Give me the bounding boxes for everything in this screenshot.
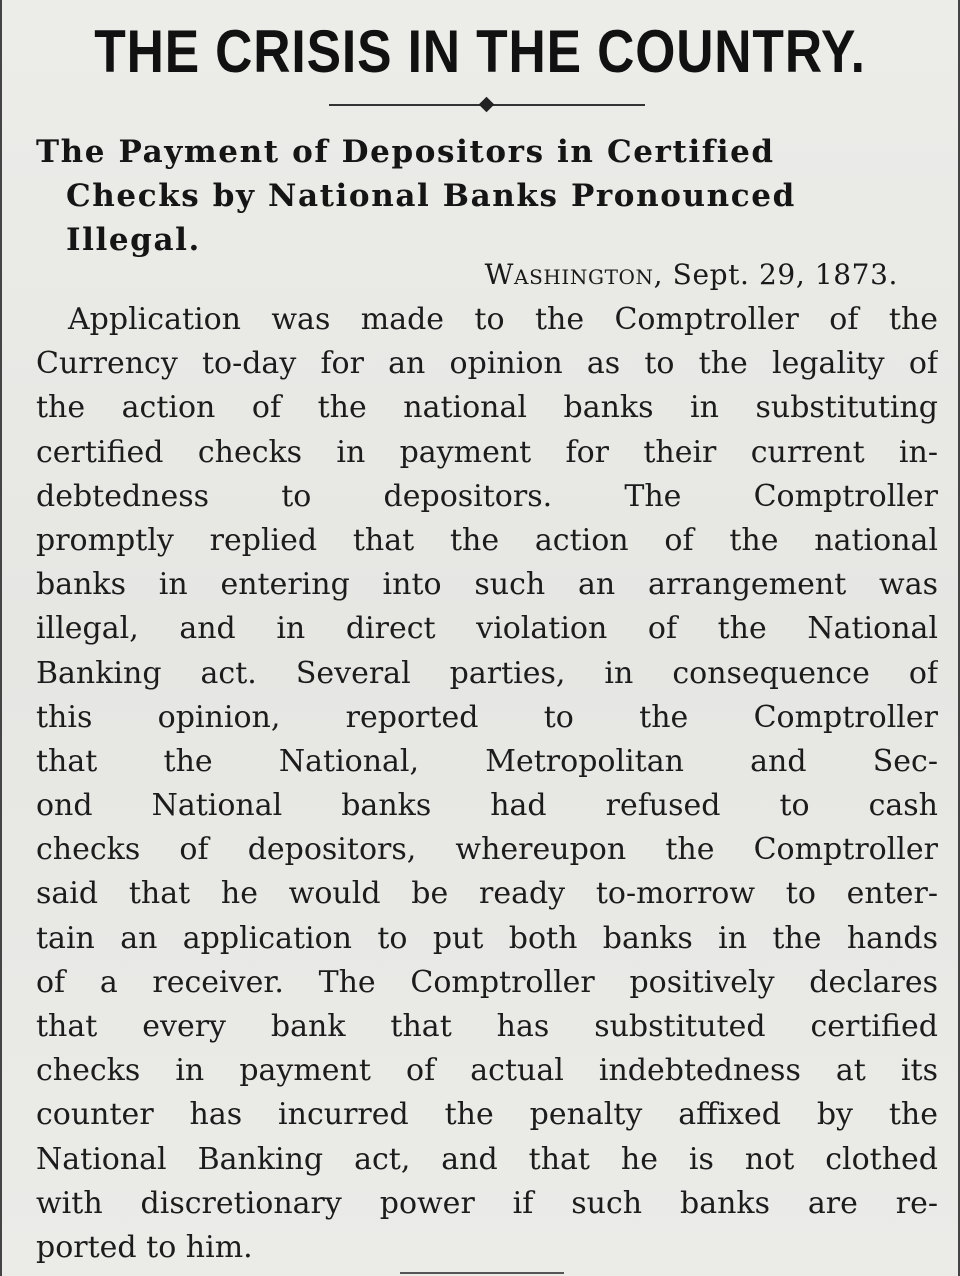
subhead-line: Illegal. <box>66 222 201 258</box>
headline: THE CRISIS IN THE COUNTRY. <box>94 18 866 85</box>
body-line: with discretionary power if such banks are re- <box>36 1185 938 1221</box>
subhead-line: Checks by National Banks Pronounced <box>66 178 796 214</box>
body-line: that every bank that has substituted certified <box>36 1009 938 1044</box>
body-line: checks of depositors, whereupon the Comptroller <box>36 832 938 868</box>
subhead-line: The Payment of Depositors in Certified <box>36 134 775 170</box>
body-line: of a receiver. The Comptroller positively declares <box>36 964 938 1000</box>
article-body <box>36 298 938 1270</box>
body-line: this opinion, reported to the Comptroller <box>36 699 938 735</box>
body-line: Banking act. Several parties, in consequence of <box>36 655 938 691</box>
body-line: banks in entering into such an arrangement was <box>36 567 938 603</box>
subheadline <box>36 130 936 262</box>
bottom-rule <box>400 1272 564 1274</box>
body-line: tain an application to put both banks in the hands <box>36 920 938 956</box>
body-line: illegal, and in direct violation of the National <box>36 611 938 647</box>
body-line: Application was made to the Comptroller of the <box>68 302 938 337</box>
body-line: ported to him. <box>36 1229 253 1265</box>
body-line: promptly replied that the action of the national <box>36 522 938 558</box>
dateline <box>485 256 898 294</box>
body-line: counter has incurred the penalty affixed by the <box>36 1097 938 1133</box>
body-line: Currency to-day for an opinion as to the legality of <box>36 346 938 382</box>
body-line: National Banking act, and that he is not clothed <box>36 1141 938 1177</box>
dateline-place: Washington, <box>484 258 664 291</box>
body-line: ond National banks had refused to cash <box>36 788 938 824</box>
divider-diamond-icon <box>479 97 495 113</box>
body-line: debtedness to depositors. The Comptroller <box>36 478 938 514</box>
body-line: that the National, Metropolitan and Sec- <box>36 743 938 779</box>
body-line: certified checks in payment for their current in- <box>36 434 938 470</box>
body-line: checks in payment of actual indebtedness at its <box>36 1053 938 1089</box>
dateline-date: Sept. 29, 1873. <box>672 258 898 291</box>
body-line: said that he would be ready to-morrow to enter- <box>36 876 938 912</box>
body-line: the action of the national banks in substituting <box>36 390 938 426</box>
